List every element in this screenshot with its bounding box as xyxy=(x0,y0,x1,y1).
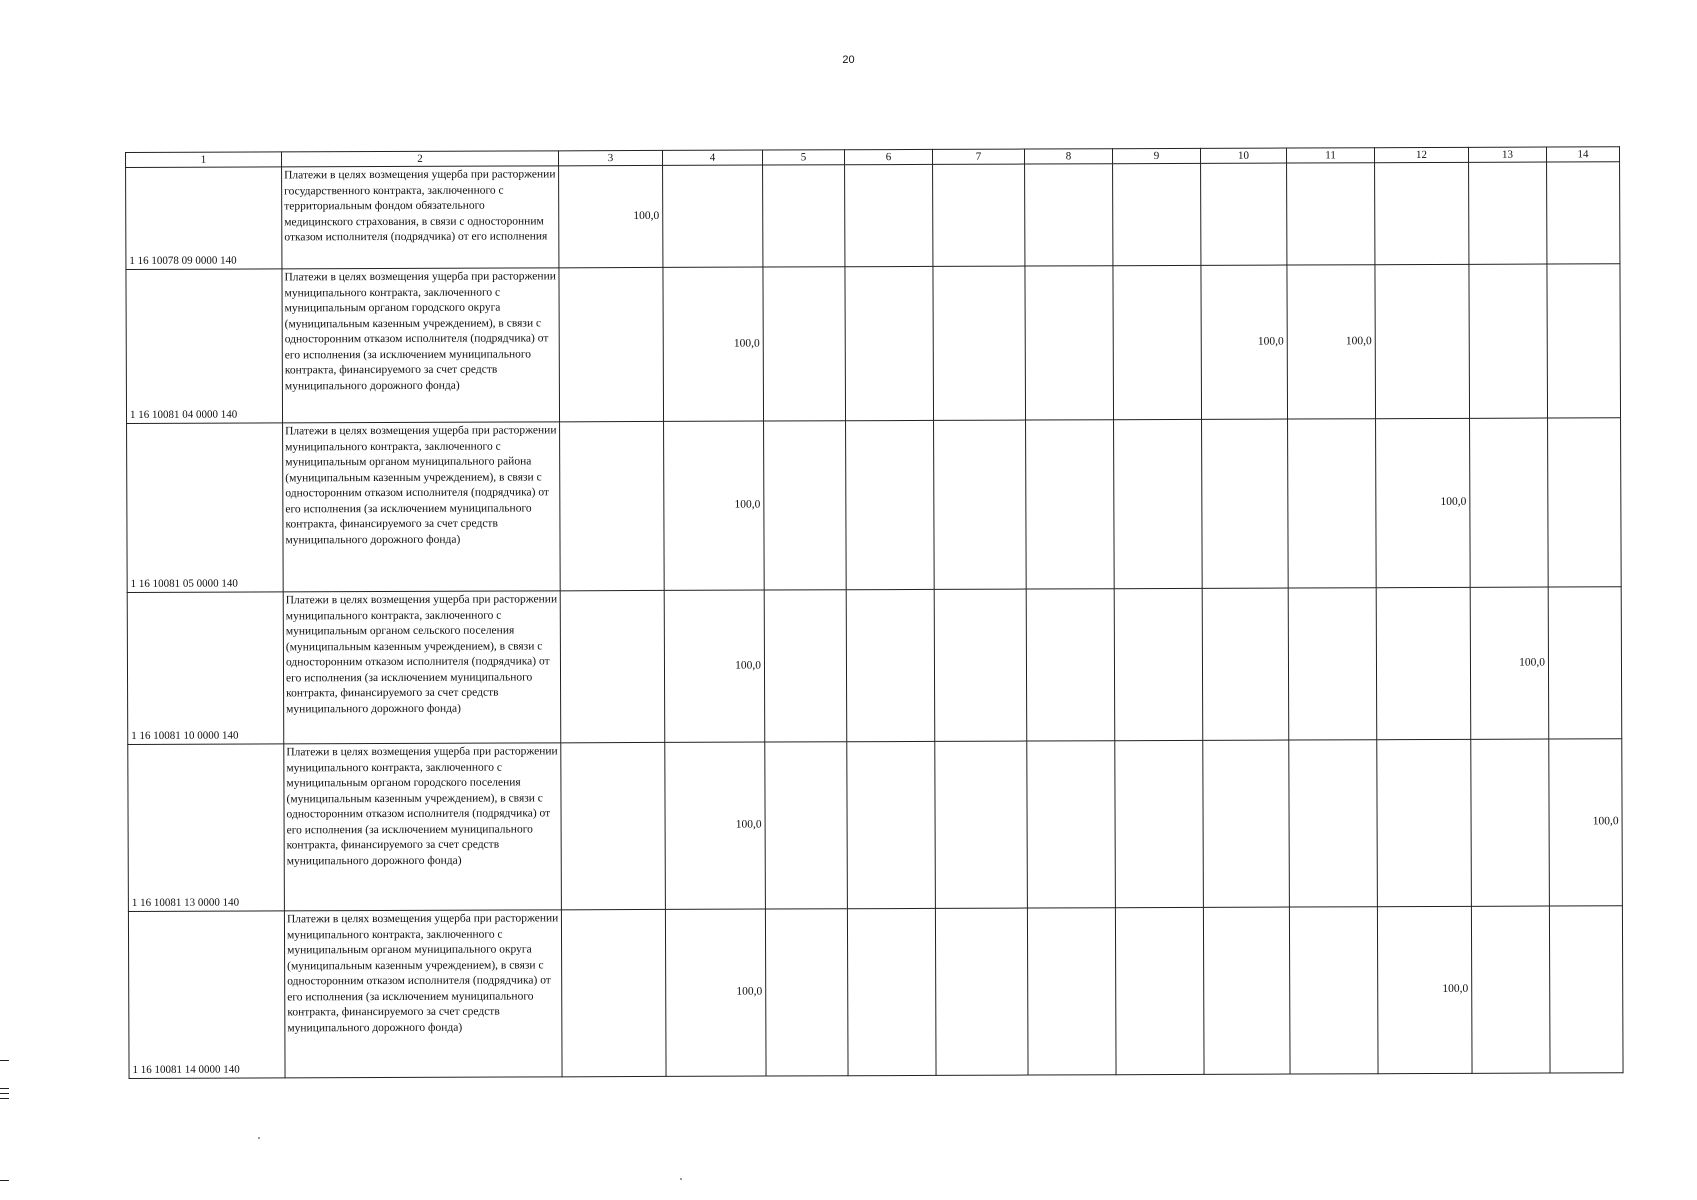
value-cell-col-11 xyxy=(1289,740,1378,907)
value-cell-col-4: 100,0 xyxy=(664,421,765,590)
column-header-6: 6 xyxy=(844,149,932,164)
scan-dot xyxy=(680,1178,682,1180)
column-header-8: 8 xyxy=(1024,149,1112,164)
column-header-7: 7 xyxy=(932,149,1024,164)
value-cell-col-10 xyxy=(1203,740,1290,907)
budget-code: 1 16 10078 09 0000 140 xyxy=(126,167,282,270)
column-header-13: 13 xyxy=(1468,147,1546,162)
revenue-description: Платежи в целях возмещения ущерба при расторжении муниципального контракта, заключенного с муниципальным органом городского округа (муниципальным казенным учреждением), в связи с односторонним отказом исполнителя (подрядчика) от его исполнения (за исключением муниципального контракта, финансируемого за счет средств муниципального дорожного фонда) xyxy=(282,268,560,423)
budget-code: 1 16 10081 10 0000 140 xyxy=(127,592,284,745)
value-cell-col-4: 100,0 xyxy=(665,742,766,909)
value-cell-col-4: 100,0 xyxy=(664,590,765,742)
value-cell-col-13 xyxy=(1469,264,1548,418)
value-cell-col-10 xyxy=(1203,907,1290,1074)
value-cell-col-4: 100,0 xyxy=(663,267,764,421)
value-cell-col-3 xyxy=(560,590,665,742)
revenue-description: Платежи в целях возмещения ущерба при расторжении муниципального контракта, заключенного с муниципальным органом городского поселения (муниципальным казенным учреждением), в связи с односторонним отказом исполнителя (подрядчика) от его исполнения (за исключением муниципального контракта, финансируемого за счет средств муниципального дорожного фонда) xyxy=(284,743,562,911)
value-cell-col-12 xyxy=(1375,264,1470,418)
value-cell-col-6 xyxy=(846,589,935,741)
revenue-description: Платежи в целях возмещения ущерба при расторжении государственного контракта, заключенного с территориальным фондом обязательного медицинского страхования, в связи с односторонним отказом исполнителя (подрядчика) от его исполнения xyxy=(282,166,559,269)
value-cell-col-14 xyxy=(1549,906,1623,1073)
value-cell-col-5 xyxy=(765,742,848,909)
value-cell-col-6 xyxy=(845,266,934,420)
value-cell-col-9 xyxy=(1115,740,1204,907)
table-row xyxy=(128,739,1623,912)
column-header-14: 14 xyxy=(1546,147,1619,162)
value-cell-col-11 xyxy=(1288,419,1377,588)
budget-code: 1 16 10081 13 0000 140 xyxy=(128,744,285,912)
value-cell-col-9 xyxy=(1113,265,1202,419)
value-cell-col-13 xyxy=(1471,739,1550,906)
budget-code: 1 16 10081 14 0000 140 xyxy=(128,911,285,1079)
value-cell-col-9 xyxy=(1114,588,1203,740)
value-cell-col-6 xyxy=(846,420,935,589)
table-row xyxy=(128,906,1623,1079)
revenue-description: Платежи в целях возмещения ущерба при расторжении муниципального контракта, заключенного с муниципальным органом сельского поселения (муниципальным казенным учреждением), в связи с односторонним отказом исполнителя (подрядчика) от его исполнения (за исключением муниципального контракта, финансируемого за счет средств муниципального дорожного фонда) xyxy=(283,591,561,744)
value-cell-col-12: 100,0 xyxy=(1376,418,1471,587)
scan-mark xyxy=(0,1060,9,1061)
value-cell-col-13 xyxy=(1471,906,1550,1073)
value-cell-col-7 xyxy=(934,589,1027,741)
scan-mark xyxy=(0,1098,9,1099)
value-cell-col-13: 100,0 xyxy=(1470,587,1549,739)
page-number: 20 xyxy=(842,54,855,66)
value-cell-col-12 xyxy=(1376,587,1471,739)
value-cell-col-10 xyxy=(1202,588,1289,740)
value-cell-col-8 xyxy=(1027,908,1116,1075)
column-header-12: 12 xyxy=(1374,147,1468,162)
value-cell-col-6 xyxy=(847,908,936,1075)
column-header-9: 9 xyxy=(1112,148,1200,163)
value-cell-col-8 xyxy=(1026,420,1115,589)
value-cell-col-8 xyxy=(1027,741,1116,908)
value-cell-col-7 xyxy=(935,741,1028,908)
column-header-4: 4 xyxy=(662,150,762,165)
value-cell-col-3 xyxy=(559,267,664,421)
value-cell-col-7 xyxy=(933,164,1025,266)
column-header-2: 2 xyxy=(282,151,559,167)
scan-mark xyxy=(0,1088,9,1089)
value-cell-col-13 xyxy=(1470,418,1549,587)
value-cell-col-9 xyxy=(1115,907,1204,1074)
value-cell-col-4: 100,0 xyxy=(665,909,766,1076)
scan-dot xyxy=(258,1137,260,1139)
scan-mark xyxy=(0,1180,9,1181)
value-cell-col-12 xyxy=(1377,739,1472,906)
value-cell-col-14 xyxy=(1547,264,1621,418)
value-cell-col-14 xyxy=(1547,162,1620,264)
value-cell-col-11: 100,0 xyxy=(1287,265,1376,419)
value-cell-col-8 xyxy=(1026,589,1115,741)
value-cell-col-14 xyxy=(1548,418,1622,587)
value-cell-col-10: 100,0 xyxy=(1201,265,1288,419)
table-row xyxy=(127,587,1622,745)
value-cell-col-8 xyxy=(1025,164,1113,266)
value-cell-col-12: 100,0 xyxy=(1377,906,1472,1073)
value-cell-col-11 xyxy=(1289,907,1378,1074)
value-cell-col-7 xyxy=(935,908,1028,1075)
value-cell-col-10 xyxy=(1202,419,1289,588)
value-cell-col-10 xyxy=(1201,163,1287,265)
table-body xyxy=(126,162,1623,1079)
budget-code: 1 16 10081 05 0000 140 xyxy=(127,423,284,593)
revenue-description: Платежи в целях возмещения ущерба при расторжении муниципального контракта, заключенного с муниципальным органом муниципального округа (муниципальным казенным учреждением), в связи с односторонним отказом исполнителя (подрядчика) от его исполнения (за исключением муниципального контракта, финансируемого за счет средств муниципального дорожного фонда) xyxy=(284,910,562,1078)
value-cell-col-5 xyxy=(763,267,846,421)
value-cell-col-9 xyxy=(1114,419,1203,588)
table-row xyxy=(126,162,1620,270)
column-header-10: 10 xyxy=(1200,148,1286,163)
revenue-description: Платежи в целях возмещения ущерба при расторжении муниципального контракта, заключенного с муниципальным органом муниципального района (муниципальным казенным учреждением), в связи с односторонним отказом исполнителя (подрядчика) от его исполнения (за исключением муниципального контракта, финансируемого за счет средств муниципального дорожного фонда) xyxy=(283,422,561,592)
value-cell-col-13 xyxy=(1469,162,1547,264)
value-cell-col-14: 100,0 xyxy=(1549,739,1623,906)
value-cell-col-9 xyxy=(1113,163,1201,265)
value-cell-col-3: 100,0 xyxy=(559,165,663,267)
column-header-5: 5 xyxy=(762,150,844,165)
column-header-1: 1 xyxy=(126,152,282,168)
value-cell-col-11 xyxy=(1287,163,1375,265)
value-cell-col-11 xyxy=(1288,588,1377,740)
value-cell-col-3 xyxy=(561,909,666,1076)
value-cell-col-7 xyxy=(934,420,1027,589)
budget-code: 1 16 10081 04 0000 140 xyxy=(126,269,283,424)
column-header-3: 3 xyxy=(558,150,662,165)
value-cell-col-7 xyxy=(933,266,1026,420)
scan-mark xyxy=(0,1093,9,1094)
table-row xyxy=(127,418,1622,593)
value-cell-col-5 xyxy=(764,421,847,590)
value-cell-col-8 xyxy=(1025,266,1114,420)
value-cell-col-5 xyxy=(764,590,847,742)
table-row xyxy=(126,264,1621,424)
value-cell-col-12 xyxy=(1375,162,1469,264)
value-cell-col-6 xyxy=(845,164,933,266)
value-cell-col-6 xyxy=(847,741,936,908)
value-cell-col-14 xyxy=(1548,587,1622,739)
value-cell-col-4 xyxy=(663,165,763,267)
value-cell-col-5 xyxy=(765,909,848,1076)
budget-table xyxy=(125,146,1624,1079)
value-cell-col-5 xyxy=(763,165,845,267)
value-cell-col-3 xyxy=(560,421,665,590)
value-cell-col-3 xyxy=(561,742,666,909)
column-header-11: 11 xyxy=(1286,148,1374,163)
